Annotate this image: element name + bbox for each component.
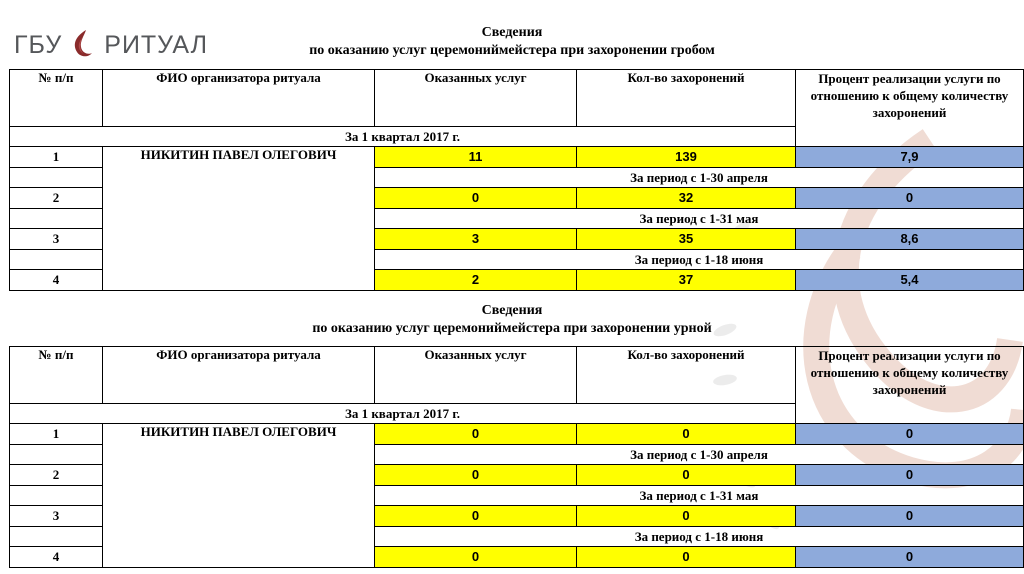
burials-cell: 139 [577,147,796,168]
col-percent-header: Процент реализации услуги по отношению к общему количеству захоронений [796,70,1024,147]
burials-cell: 35 [577,229,796,250]
heading-subtitle: по оказанию услуг церемониймейстера при захоронении урной [312,321,712,336]
heading-title: Сведения [481,25,543,40]
services-cell: 3 [375,229,577,250]
period-row: За 1 квартал 2017 г. [10,127,796,147]
burials-cell: 0 [577,506,796,527]
percent-cell: 0 [796,506,1024,527]
services-cell: 2 [375,270,577,291]
col-num-header: № п/п [10,347,103,404]
heading-urn [0,302,1024,338]
burials-cell: 0 [577,424,796,445]
col-name-header: ФИО организатора ритуала [103,70,375,127]
burials-cell: 32 [577,188,796,209]
organizer-name: НИКИТИН ПАВЕЛ ОЛЕГОВИЧ [103,424,375,568]
col-burials-header: Кол-во захоронений [577,347,796,404]
heading-title: Сведения [481,303,543,318]
services-cell: 0 [375,506,577,527]
row-number: 3 [10,229,103,250]
row-number: 2 [10,465,103,486]
heading-subtitle: по оказанию услуг церемониймейстера при захоронении гробом [309,43,715,58]
period-row: За период с 1-31 мая [375,486,1024,506]
row-number: 4 [10,547,103,568]
organizer-name: НИКИТИН ПАВЕЛ ОЛЕГОВИЧ [103,147,375,291]
col-services-header: Оказанных услуг [375,70,577,127]
services-cell: 0 [375,547,577,568]
row-number: 3 [10,506,103,527]
table-urn [9,346,1024,568]
logo-left-text: ГБУ [14,30,63,59]
period-row: За период с 1-18 июня [375,250,1024,270]
percent-cell: 7,9 [796,147,1024,168]
logo-right-text: РИТУАЛ [104,30,209,59]
burials-cell: 0 [577,547,796,568]
col-num-header: № п/п [10,70,103,127]
row-number: 2 [10,188,103,209]
period-row: За период с 1-18 июня [375,527,1024,547]
col-burials-header: Кол-во захоронений [577,70,796,127]
row-number: 4 [10,270,103,291]
table-coffin [9,69,1024,291]
burials-cell: 0 [577,465,796,486]
percent-cell: 0 [796,188,1024,209]
services-cell: 11 [375,147,577,168]
percent-cell: 0 [796,465,1024,486]
table-row [10,424,1024,445]
percent-cell: 0 [796,424,1024,445]
col-services-header: Оказанных услуг [375,347,577,404]
period-row: За 1 квартал 2017 г. [10,404,796,424]
row-number: 1 [10,147,103,168]
table-row [10,147,1024,168]
period-row: За период с 1-31 мая [375,209,1024,229]
percent-cell: 5,4 [796,270,1024,291]
table-header-row [10,347,1024,404]
services-cell: 0 [375,188,577,209]
period-row: За период с 1-30 апреля [375,445,1024,465]
percent-cell: 0 [796,547,1024,568]
table-header-row [10,70,1024,127]
row-number: 1 [10,424,103,445]
col-percent-header: Процент реализации услуги по отношению к общему количеству захоронений [796,347,1024,424]
heading-coffin [0,24,1024,60]
period-row: За период с 1-30 апреля [375,168,1024,188]
col-name-header: ФИО организатора ритуала [103,347,375,404]
percent-cell: 8,6 [796,229,1024,250]
burials-cell: 37 [577,270,796,291]
services-cell: 0 [375,424,577,445]
services-cell: 0 [375,465,577,486]
